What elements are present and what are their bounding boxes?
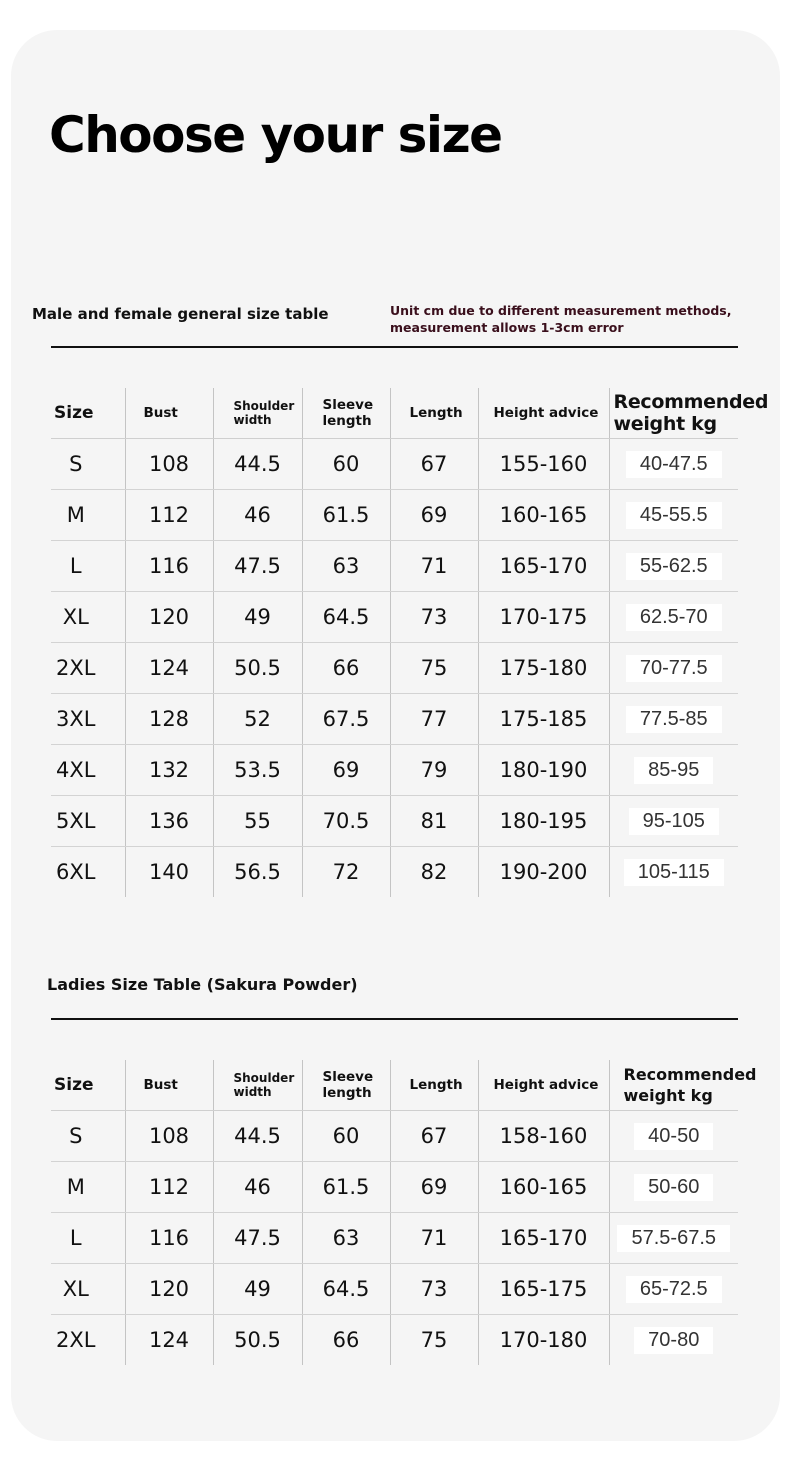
table-row <box>51 745 738 796</box>
table-header-row <box>51 388 738 439</box>
cell-bust: 124 <box>125 1315 213 1366</box>
weight-value: 57.5-67.5 <box>617 1225 730 1252</box>
cell-shoulder: 50.5 <box>213 643 302 694</box>
cell-bust: 112 <box>125 490 213 541</box>
general-table-rule <box>51 346 738 348</box>
cell-weight <box>609 796 738 847</box>
cell-shoulder: 44.5 <box>213 439 302 490</box>
cell-size: M <box>51 1162 125 1213</box>
cell-weight <box>609 490 738 541</box>
cell-weight <box>609 439 738 490</box>
cell-shoulder: 44.5 <box>213 1111 302 1162</box>
table-row <box>51 592 738 643</box>
ladies-table-heading: Ladies Size Table (Sakura Powder) <box>47 975 358 994</box>
cell-shoulder: 46 <box>213 1162 302 1213</box>
col-sleeve-length <box>302 1060 390 1111</box>
col-sleeve-line2: length <box>322 413 372 429</box>
cell-length: 73 <box>390 592 478 643</box>
cell-sleeve: 60 <box>302 1111 390 1162</box>
col-size: Size <box>51 388 125 439</box>
cell-sleeve: 61.5 <box>302 490 390 541</box>
cell-weight <box>609 643 738 694</box>
col-sleeve-length <box>302 388 390 439</box>
table-row <box>51 1213 738 1264</box>
col-shoulder-line1: Shoulder <box>233 1071 295 1085</box>
table-row <box>51 694 738 745</box>
measurement-note-line1: Unit cm due to different measurement methods, <box>390 303 732 318</box>
cell-length: 77 <box>390 694 478 745</box>
weight-value: 70-77.5 <box>626 655 722 682</box>
col-shoulder-line2: width <box>233 1085 272 1099</box>
cell-sleeve: 66 <box>302 1315 390 1366</box>
cell-size: 6XL <box>56 860 96 884</box>
col-height-advice: Height advice <box>478 388 609 439</box>
col-length: Length <box>390 388 478 439</box>
cell-size: S <box>51 439 125 490</box>
cell-bust: 112 <box>125 1162 213 1213</box>
cell-bust: 132 <box>125 745 213 796</box>
table-row <box>51 796 738 847</box>
cell-weight <box>609 745 738 796</box>
cell-bust: 128 <box>125 694 213 745</box>
cell-length: 69 <box>390 1162 478 1213</box>
cell-height: 165-170 <box>478 541 609 592</box>
cell-size: 4XL <box>51 745 125 796</box>
cell-weight <box>609 592 738 643</box>
cell-shoulder: 55 <box>213 796 302 847</box>
cell-shoulder: 50.5 <box>213 1315 302 1366</box>
cell-sleeve: 61.5 <box>302 1162 390 1213</box>
col-shoulder-width <box>213 1060 302 1111</box>
col-weight-line2: weight kg <box>623 1086 713 1105</box>
cell-length: 81 <box>390 796 478 847</box>
cell-size: 2XL <box>56 1328 96 1352</box>
col-bust: Bust <box>125 1060 213 1111</box>
col-recommended-weight <box>609 1060 757 1111</box>
cell-size: 2XL <box>51 643 125 694</box>
cell-shoulder: 56.5 <box>213 847 302 898</box>
col-size: Size <box>51 1060 125 1111</box>
cell-length: 67 <box>390 439 478 490</box>
table-row <box>51 1111 738 1162</box>
table-row <box>51 1264 738 1315</box>
cell-height: 180-195 <box>478 796 609 847</box>
cell-bust: 136 <box>125 796 213 847</box>
weight-value: 40-50 <box>634 1123 713 1150</box>
cell-bust: 116 <box>125 1213 213 1264</box>
cell-size: XL <box>51 1264 125 1315</box>
cell-shoulder: 46 <box>213 490 302 541</box>
table-row <box>51 541 738 592</box>
weight-value: 45-55.5 <box>626 502 722 529</box>
measurement-note-line2: measurement allows 1-3cm error <box>390 320 624 335</box>
cell-length: 69 <box>390 490 478 541</box>
cell-weight <box>609 1213 738 1264</box>
cell-size: 3XL <box>51 694 125 745</box>
cell-sleeve: 69 <box>302 745 390 796</box>
page-title: Choose your size <box>49 106 502 164</box>
col-sleeve-line2: length <box>322 1085 372 1101</box>
cell-bust: 120 <box>125 592 213 643</box>
cell-shoulder: 49 <box>213 592 302 643</box>
col-height-advice: Height advice <box>478 1060 609 1111</box>
cell-weight <box>609 1264 738 1315</box>
table-row <box>51 490 738 541</box>
table-row <box>51 1315 738 1366</box>
cell-weight <box>609 1111 738 1162</box>
cell-shoulder: 53.5 <box>213 745 302 796</box>
cell-size: 5XL <box>51 796 125 847</box>
table-row <box>51 847 738 898</box>
cell-height: 155-160 <box>478 439 609 490</box>
cell-height: 180-190 <box>478 745 609 796</box>
cell-height: 170-175 <box>478 592 609 643</box>
col-shoulder-width <box>213 388 302 439</box>
cell-bust: 120 <box>125 1264 213 1315</box>
table-row <box>51 1162 738 1213</box>
cell-size: L <box>51 1213 125 1264</box>
cell-bust: 108 <box>125 439 213 490</box>
weight-value: 62.5-70 <box>626 604 722 631</box>
weight-value: 95-105 <box>629 808 719 835</box>
weight-value: 105-115 <box>624 859 724 886</box>
general-table-heading: Male and female general size table <box>32 305 329 323</box>
cell-height: 175-180 <box>478 643 609 694</box>
cell-size: S <box>51 1111 125 1162</box>
cell-shoulder: 49 <box>213 1264 302 1315</box>
cell-height: 165-175 <box>478 1264 609 1315</box>
cell-height: 160-165 <box>478 490 609 541</box>
cell-length: 75 <box>390 643 478 694</box>
cell-shoulder: 52 <box>213 694 302 745</box>
cell-weight <box>609 847 738 898</box>
cell-bust: 108 <box>125 1111 213 1162</box>
cell-height: 165-170 <box>478 1213 609 1264</box>
col-shoulder-line1: Shoulder <box>233 399 295 413</box>
cell-length: 71 <box>390 1213 478 1264</box>
cell-size: M <box>51 490 125 541</box>
cell-size: XL <box>51 592 125 643</box>
col-recommended-weight <box>609 388 769 439</box>
col-weight-line1: Recommended <box>623 1065 757 1084</box>
col-length: Length <box>390 1060 478 1111</box>
ladies-size-table <box>51 1060 757 1365</box>
col-sleeve-line1: Sleeve <box>322 1069 374 1085</box>
cell-bust: 124 <box>125 643 213 694</box>
cell-length: 71 <box>390 541 478 592</box>
weight-value: 85-95 <box>634 757 713 784</box>
cell-weight <box>609 541 738 592</box>
cell-sleeve: 64.5 <box>302 1264 390 1315</box>
cell-sleeve: 67.5 <box>302 694 390 745</box>
cell-sleeve: 63 <box>302 1213 390 1264</box>
cell-sleeve: 66 <box>302 643 390 694</box>
cell-sleeve: 72 <box>302 847 390 898</box>
cell-shoulder: 47.5 <box>213 1213 302 1264</box>
cell-shoulder: 47.5 <box>213 541 302 592</box>
col-bust: Bust <box>125 388 213 439</box>
table-header-row <box>51 1060 738 1111</box>
cell-length: 82 <box>390 847 478 898</box>
cell-weight <box>609 694 738 745</box>
cell-size: L <box>51 541 125 592</box>
cell-height: 158-160 <box>478 1111 609 1162</box>
cell-height: 160-165 <box>478 1162 609 1213</box>
general-size-table <box>51 388 769 897</box>
col-shoulder-line2: width <box>233 413 272 427</box>
col-weight-line2: weight kg <box>613 413 717 435</box>
cell-height: 190-200 <box>478 847 609 898</box>
cell-length: 79 <box>390 745 478 796</box>
weight-value: 40-47.5 <box>626 451 722 478</box>
cell-height: 170-180 <box>478 1315 609 1366</box>
col-sleeve-line1: Sleeve <box>322 397 374 413</box>
cell-weight <box>609 1162 738 1213</box>
cell-bust: 116 <box>125 541 213 592</box>
weight-value: 55-62.5 <box>626 553 722 580</box>
cell-length: 73 <box>390 1264 478 1315</box>
weight-value: 70-80 <box>634 1327 713 1354</box>
cell-weight <box>609 1315 738 1366</box>
cell-length: 75 <box>390 1315 478 1366</box>
table-row <box>51 439 738 490</box>
cell-bust: 140 <box>125 847 213 898</box>
cell-sleeve: 60 <box>302 439 390 490</box>
ladies-table-rule <box>51 1018 738 1020</box>
cell-sleeve: 70.5 <box>302 796 390 847</box>
col-weight-line1: Recommended <box>613 391 769 413</box>
table-row <box>51 643 738 694</box>
cell-sleeve: 64.5 <box>302 592 390 643</box>
weight-value: 77.5-85 <box>626 706 722 733</box>
weight-value: 65-72.5 <box>626 1276 722 1303</box>
cell-sleeve: 63 <box>302 541 390 592</box>
cell-height: 175-185 <box>478 694 609 745</box>
measurement-note <box>390 302 732 336</box>
weight-value: 50-60 <box>634 1174 713 1201</box>
cell-length: 67 <box>390 1111 478 1162</box>
